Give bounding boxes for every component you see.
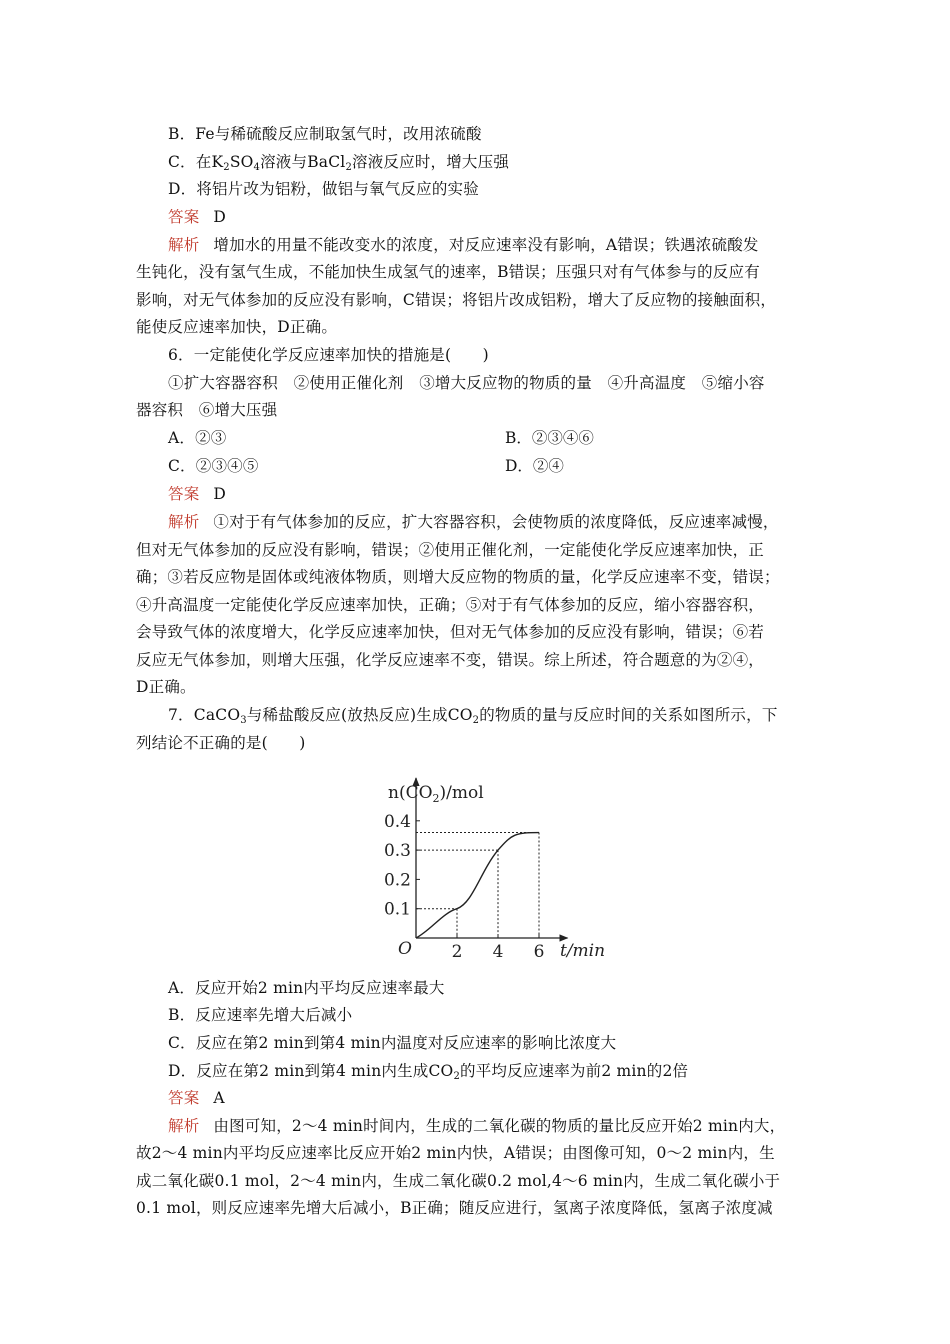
q5-analysis-line: 影响，对无气体参加的反应没有影响，C错误；将铝片改成铝粉，增大了反应物的接触面积， (136, 291, 777, 309)
q5-option-c: C．在$K_2SO_4$溶液与BaCl$_2$溶液反应时，增大压强 (168, 153, 510, 173)
y-tick-label: 0.4 (383, 811, 411, 832)
y-tick-label: 0.2 (383, 870, 411, 891)
y-axis-label: $n(CO_2)$/mol (388, 783, 484, 805)
q6-answer: 答案 D (168, 485, 227, 503)
q6-items-cont: 器容积 ⑥增大压强 (136, 401, 278, 419)
q6-option-a: A．②③ (168, 429, 227, 447)
q6-stem: 6．一定能使化学反应速率加快的措施是( ) (168, 346, 489, 364)
q7-analysis-line: 故2～4 min内平均反应速率比反应开始2 min内快，A错误；由图像可知，0～2 min内，生 (136, 1144, 775, 1162)
q6-analysis-line: 反应无气体参加，则增大压强，化学反应速率不变，错误。综上所述，符合题意的为②④， (136, 651, 765, 669)
y-tick-label: 0.1 (383, 899, 411, 920)
q5-answer: 答案 D (168, 208, 227, 226)
q7-option-b: B．反应速率先增大后减小 (168, 1006, 353, 1024)
q5-analysis: 解析 增加水的用量不能改变水的浓度，对反应速率没有影响，A错误；铁遇浓硫酸发 (168, 236, 759, 254)
q7-stem-cont: 列结论不正确的是( ) (136, 734, 306, 752)
q6-analysis-line: ④升高温度一定能使化学反应速率加快，正确；⑤对于有气体参加的反应，缩小容器容积， (136, 596, 765, 614)
q7-option-c: C．反应在第2 min到第4 min内温度对反应速率的影响比浓度大 (168, 1034, 617, 1052)
q6-option-b: B．②③④⑥ (505, 429, 594, 447)
q5-option-b: B．Fe与稀硫酸反应制取氢气时，改用浓硫酸 (168, 125, 482, 143)
q7-option-a: A．反应开始2 min内平均反应速率最大 (168, 979, 445, 997)
q6-analysis-line: 但对无气体参加的反应没有影响，错误；②使用正催化剂，一定能使化学反应速率加快，正 (136, 541, 765, 559)
q5-option-d: D．将铝片改为铝粉，做铝与氧气反应的实验 (168, 180, 479, 198)
q6-analysis-line: D正确。 (136, 678, 196, 696)
q6-analysis-line: 会导致气体的浓度增大，化学反应速率加快，但对无气体参加的反应没有影响，错误；⑥若 (136, 623, 765, 641)
series-line-co2 (416, 833, 539, 938)
q7-analysis-line: 成二氧化碳0.1 mol，2～4 min内，生成二氧化碳0.2 mol,4～6 min内，生成二氧化碳小于 (136, 1172, 781, 1190)
q6-option-d: D．②④ (505, 457, 564, 475)
x-tick-label: 4 (492, 942, 504, 962)
q5-analysis-line: 生钝化，没有氢气生成，不能加快生成氢气的速率，B错误；压强只对有气体参与的反应有 (136, 263, 760, 281)
q7-stem: 7．CaCO$_3$与稀盐酸反应(放热反应)生成$CO_2$的物质的量与反应时间的关系如图所示，下 (168, 706, 778, 726)
q7-analysis-line: 0.1 mol，则反应速率先增大后减小，B正确；随反应进行，氢离子浓度降低，氢离子浓度减 (136, 1199, 773, 1217)
q7-option-d: D．反应在第2 min到第4 min内生成$CO_2$的平均反应速率为前2 min的2倍 (168, 1062, 689, 1082)
analysis-label: 解析 (168, 513, 200, 531)
q6-items: ①扩大容器容积 ②使用正催化剂 ③增大反应物的物质的量 ④升高温度 ⑤缩小容 (168, 374, 765, 392)
y-tick-label: 0.3 (383, 841, 411, 862)
answer-label: 答案 (168, 485, 200, 503)
x-tick-label: 6 (533, 942, 545, 962)
q6-option-c: C．②③④⑤ (168, 457, 259, 475)
q7-analysis: 解析 由图可知，2～4 min时间内，生成的二氧化碳的物质的量比反应开始2 min内大， (168, 1117, 786, 1135)
analysis-label: 解析 (168, 1117, 200, 1135)
answer-label: 答案 (168, 1089, 200, 1107)
x-tick-label: 2 (451, 942, 463, 962)
origin-label: O (398, 939, 412, 959)
co2-time-chart (368, 764, 618, 964)
q5-analysis-line: 能使反应速率加快，D正确。 (136, 318, 338, 336)
q7-answer: 答案 A (168, 1089, 225, 1107)
q6-analysis: 解析 ①对于有气体参加的反应，扩大容器容积，会使物质的浓度降低，反应速率减慢， (168, 513, 779, 531)
answer-label: 答案 (168, 208, 200, 226)
q6-analysis-line: 确；③若反应物是固体或纯液体物质，则增大反应物的物质的量，化学反应速率不变，错误； (136, 568, 780, 586)
x-axis-label: t/min (560, 941, 606, 961)
analysis-label: 解析 (168, 236, 200, 254)
